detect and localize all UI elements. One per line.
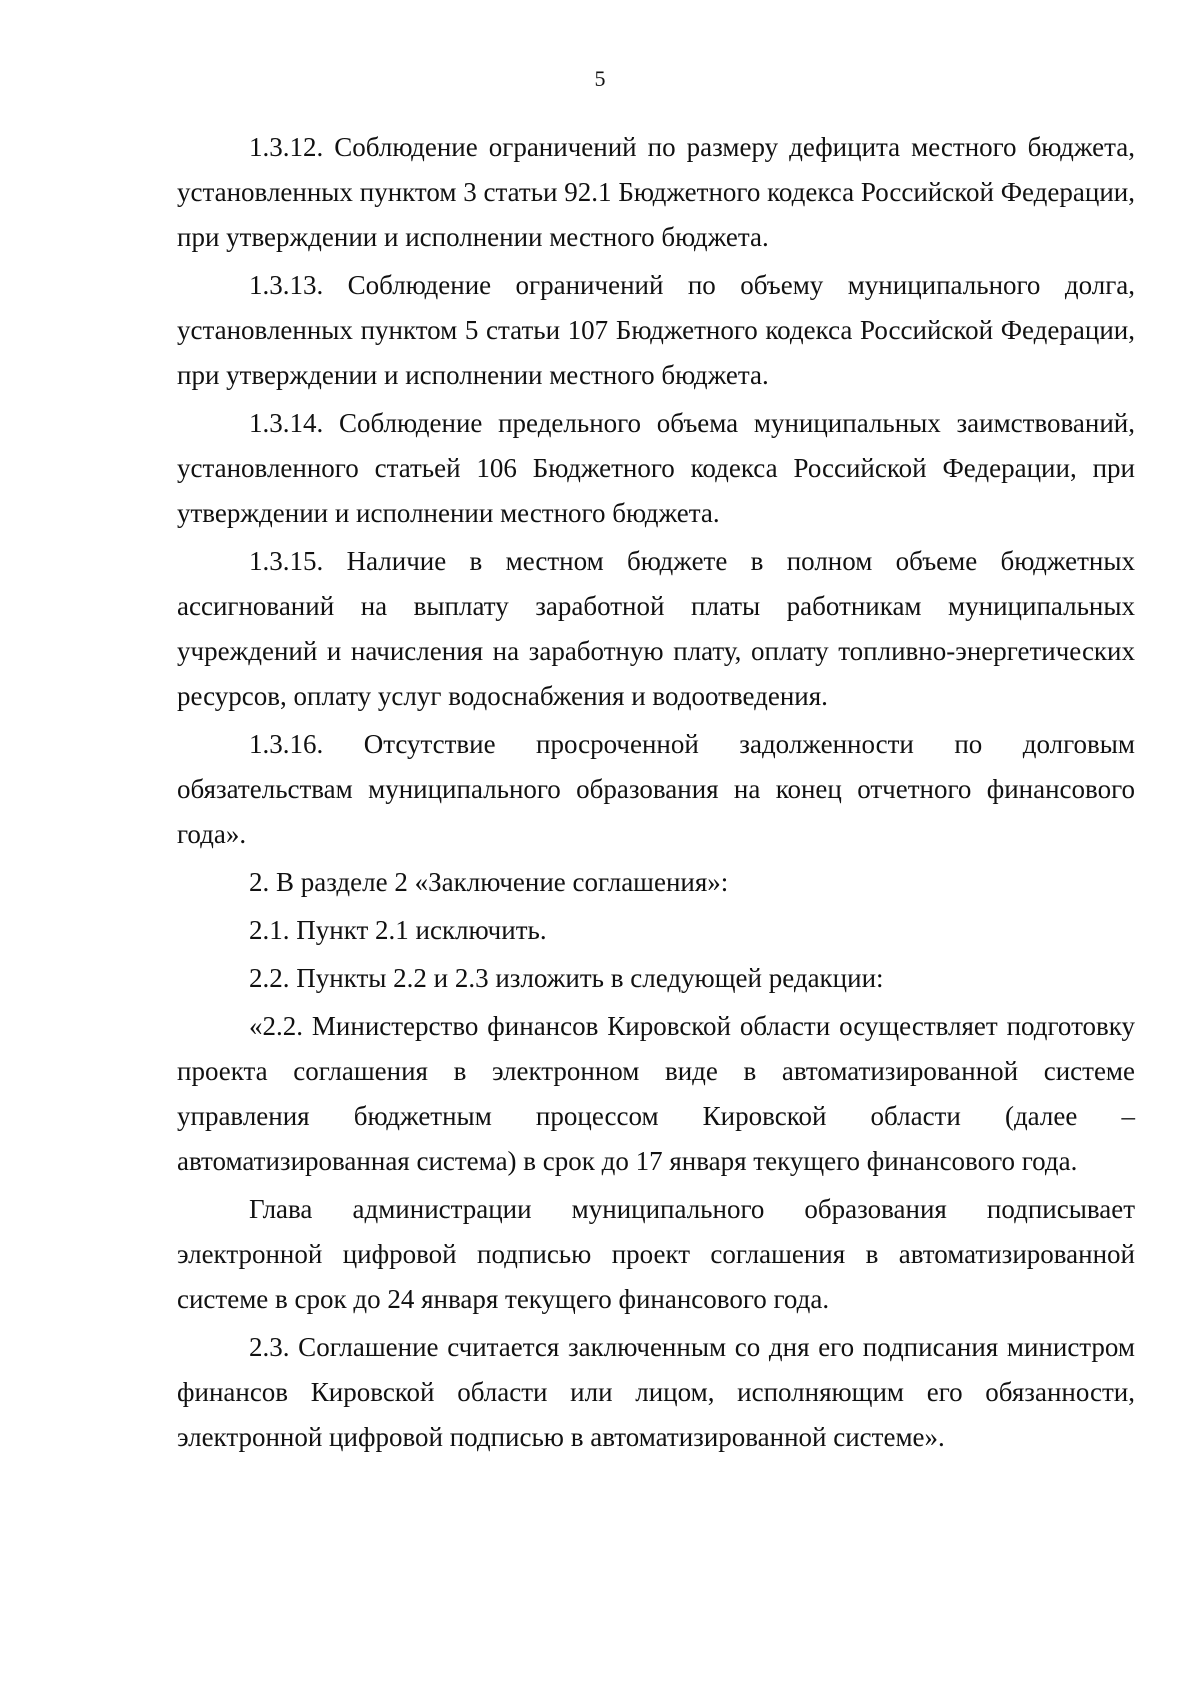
- document-body: [177, 125, 1135, 1463]
- paragraph-signing: Глава администрации муниципального образования подписывает электронной цифровой подписью проект соглашения в автоматизированной системе в срок до 24 января текущего финансового года.: [177, 1194, 1135, 1314]
- paragraph-1-3-16: 1.3.16. Отсутствие просроченной задолженности по долговым обязательствам муниципального образования на конец отчетного финансового года».: [177, 729, 1135, 849]
- paragraph-section-2: 2. В разделе 2 «Заключение соглашения»:: [249, 867, 729, 897]
- paragraph-2-1: 2.1. Пункт 2.1 исключить.: [249, 915, 547, 945]
- paragraph-1-3-12: 1.3.12. Соблюдение ограничений по размеру дефицита местного бюджета, установленных пунктом 3 статьи 92.1 Бюджетного кодекса Российской Федерации, при утверждении и исполнении местного бюджета.: [177, 132, 1135, 252]
- paragraph-2-2: «2.2. Министерство финансов Кировской области осуществляет подготовку проекта соглашения в электронном виде в автоматизированной системе управления бюджетным процессом Кировской области (далее – автоматизированная система) в срок до 17 января текущего финансового года.: [177, 1011, 1135, 1176]
- paragraph-1-3-15: 1.3.15. Наличие в местном бюджете в полном объеме бюджетных ассигнований на выплату заработной платы работникам муниципальных учреждений и начисления на заработную плату, оплату топливно-энергетических ресурсов, оплату услуг водоснабжения и водоотведения.: [177, 546, 1135, 711]
- paragraph-2-3: 2.3. Соглашение считается заключенным со дня его подписания министром финансов Кировской области или лицом, исполняющим его обязанности, электронной цифровой подписью в автоматизированной системе».: [177, 1332, 1135, 1452]
- page-number: 5: [594, 66, 606, 91]
- paragraph-1-3-13: 1.3.13. Соблюдение ограничений по объему муниципального долга, установленных пунктом 5 статьи 107 Бюджетного кодекса Российской Федерации, при утверждении и исполнении местного бюджета.: [177, 270, 1135, 390]
- paragraph-1-3-14: 1.3.14. Соблюдение предельного объема муниципальных заимствований, установленного статьей 106 Бюджетного кодекса Российской Федерации, при утверждении и исполнении местного бюджета.: [177, 408, 1135, 528]
- paragraph-2-2-intro: 2.2. Пункты 2.2 и 2.3 изложить в следующей редакции:: [249, 963, 884, 993]
